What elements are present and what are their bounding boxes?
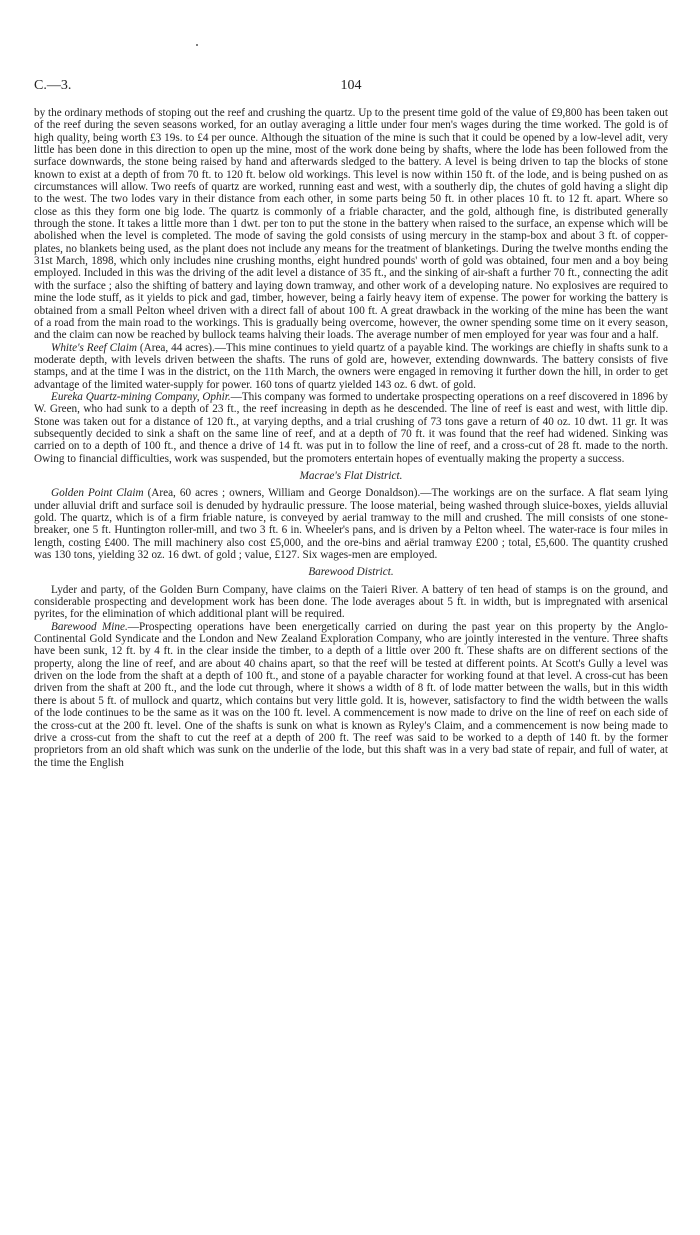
section-heading-barewood: Barewood District. bbox=[308, 566, 394, 579]
paragraph-whites-reef: White's Reef Claim (Area, 44 acres).—This mine continues to yield quartz of a payable kind. The workings are chiefly in shafts sunk to a moderate depth, with levels driven between the shafts. The runs of gold are, however, extending downwards. The battery consists of five stamps, and at the time I was in the district, on the 11th March, the owners were engaged in removing it further down the hill, in order to get advantage of the limited water-supply for power. 160 tons of quartz yielded 143 oz. 6 dwt. of gold. bbox=[34, 341, 669, 391]
paragraph-lyder-party: Lyder and party, of the Golden Burn Company, have claims on the Taieri River. A battery of ten head of stamps is on the ground, and considerable prospecting and development work has been done. The lode averages about 5 ft. in width, but is impregnated with arsenical pyrites, for the elimination of which additional plant will be required. bbox=[34, 583, 668, 621]
page-number: 104 bbox=[340, 78, 362, 93]
page-header bbox=[34, 78, 668, 98]
body-text bbox=[34, 107, 668, 769]
paragraph-barewood-mine: Barewood Mine.—Prospecting operations have been energetically carried on during the past year on this property by the Anglo-Continental Gold Syndicate and the London and New Zealand Exploration Company, who are jointly interested in the venture. Three shafts have been sunk, 12 ft. by 4 ft. in the clear inside the timber, to a depth of a little over 200 ft. These shafts are on different sections of the property, along the line of reef, and are about 40 chains apart, so that the reef will be tested at different points. At Scott's Gully a level was driven on the lode from the shaft at a depth of 100 ft., and stone of a payable character for working found at that level. A cross-cut has been driven from the shaft at 200 ft., and the lode cut through, where it shows a width of 8 ft. of lode matter between the walls, but in this width there is about 5 ft. of mullock and quartz, which contains but very little gold. It is, however, satisfactory to find the width between the walls of the lode continues to be the same as it was on the 100 ft. level. A commencement is now made to drive on the line of reef on each side of the cross-cut at the 200 ft. level. One of the shafts is sunk on what is known as Ryley's Claim, and a commencement is now being made to drive a cross-cut from the shaft to cut the reef at a depth of 200 ft. The reef was said to be worked to a depth of 140 ft. by the former proprietors from an old shaft which was sunk on the underlie of the lode, but this shaft was in a very bad state of repair, and full of water, at the time the English bbox=[34, 620, 668, 769]
paragraph-golden-point: Golden Point Claim (Area, 60 acres ; owners, William and George Donaldson).—The workings are on the surface. A flat seam lying under alluvial drift and surface soil is denuded by hydraulic pressure. The loose material, being washed through sluice-boxes, yields alluvial gold. The quartz, which is of a firm friable nature, is conveyed by aerial tramway to the mill and crushed. The mill consists of one stone-breaker, one 5 ft. Huntington roller-mill, and two 3 ft. 6 in. Wheeler's pans, and is driven by a Pelton wheel. The water-race is four miles in length, costing £400. The mill machinery also cost £5,000, and the ore-bins and aërial tramway £200 ; total, £5,600. The quantity crushed was 130 tons, yielding 32 oz. 16 dwt. of gold ; value, £127. Six wages-men are employed. bbox=[34, 487, 668, 562]
ink-speck bbox=[196, 44, 198, 46]
paragraph-mine-description: by the ordinary methods of stoping out the reef and crushing the quartz. Up to the present time gold of the value of £9,800 has been taken out of the reef during the seven seasons worked, for an outlay averaging a little under four men's wages during the time worked. The gold is of high quality, being worth £3 19s. to £4 per ounce. Although the situation of the mine is such that it could be opened by a low-level adit, very little has been done in this direction to open up the mine, most of the work done being by shafts, where the lode has been followed from the surface downwards, the stone being raised by hand and afterwards sledged to the battery. A level is being driven to tap the blocks of stone known to exist at a depth of from 70 ft. to 120 ft. below old workings. This level is now within 150 ft. of the lode, and is being pushed on as circumstances will allow. Two reefs of quartz are worked, running east and west, with a southerly dip, the chutes of gold having a slight dip to the west. The two lodes vary in their distance from each other, in some parts being 50 ft. in other places 10 ft. to 12 ft. apart. Where so close as this they form one big lode. The quartz is commonly of a friable character, and the gold, although fine, is distributed generally through the stone. It takes a little more than 1 dwt. per ton to put the stone in the battery when raised to the surface, an expense which will be abolished when the level is completed. The mode of saving the gold consists of using mercury in the stamp-box and about 3 ft. of copper-plates, no blankets being used, as the plant does not include any means for the treatment of blanketings. During the twelve months ending the 31st March, 1898, which only includes nine crushing months, eight hundred pounds' worth of gold was obtained, four men and a boy being employed. Included in this was the driving of the adit level a distance of 35 ft., and the sinking of air-shaft a further 70 ft., connecting the adit with the surface ; also the shifting of battery and laying down tramway, and other work of a developing nature. No explosives are required to mine the lode stuff, as it yields to pick and gad, timber, however, being a fairly heavy item of expense. The power for working the battery is obtained from a small Pelton wheel driven with a direct fall of about 100 ft. A great drawback in the working of the mine has been the want of a road from the main road to the workings. This is gradually being overcome, however, the owner spending some time on it every season, and the claim can now be reached by bullock teams halving their loads. The average number of men employed for year was four and a half. bbox=[34, 107, 668, 342]
paragraph-eureka-company: Eureka Quartz-mining Company, Ophir.—This company was formed to undertake prospecting operations on a reef discovered in 1896 by W. Green, who had sunk to a depth of 23 ft., the reef increasing in depth as he descended. The line of reef is east and west, with little dip. Stone was taken out for a distance of 120 ft., at varying depths, and a trial crushing of 73 tons gave a return of 40 oz. 10 dwt. 11 gr. It was subsequently decided to sink a shaft on the same line of reef, and at a depth of 70 ft. it was found that the reef had widened. Sinking was carried on to a depth of 100 ft., and thence a drive of 14 ft. was put in to follow the line of reef, and a cross-cut of 28 ft. made to the north. Owing to financial difficulties, work was suspended, but the promoters entertain hopes of eventually making the property a success. bbox=[34, 390, 669, 465]
document-reference: C.—3. bbox=[34, 78, 72, 93]
section-heading-macraes-flat: Macrae's Flat District. bbox=[299, 469, 403, 482]
